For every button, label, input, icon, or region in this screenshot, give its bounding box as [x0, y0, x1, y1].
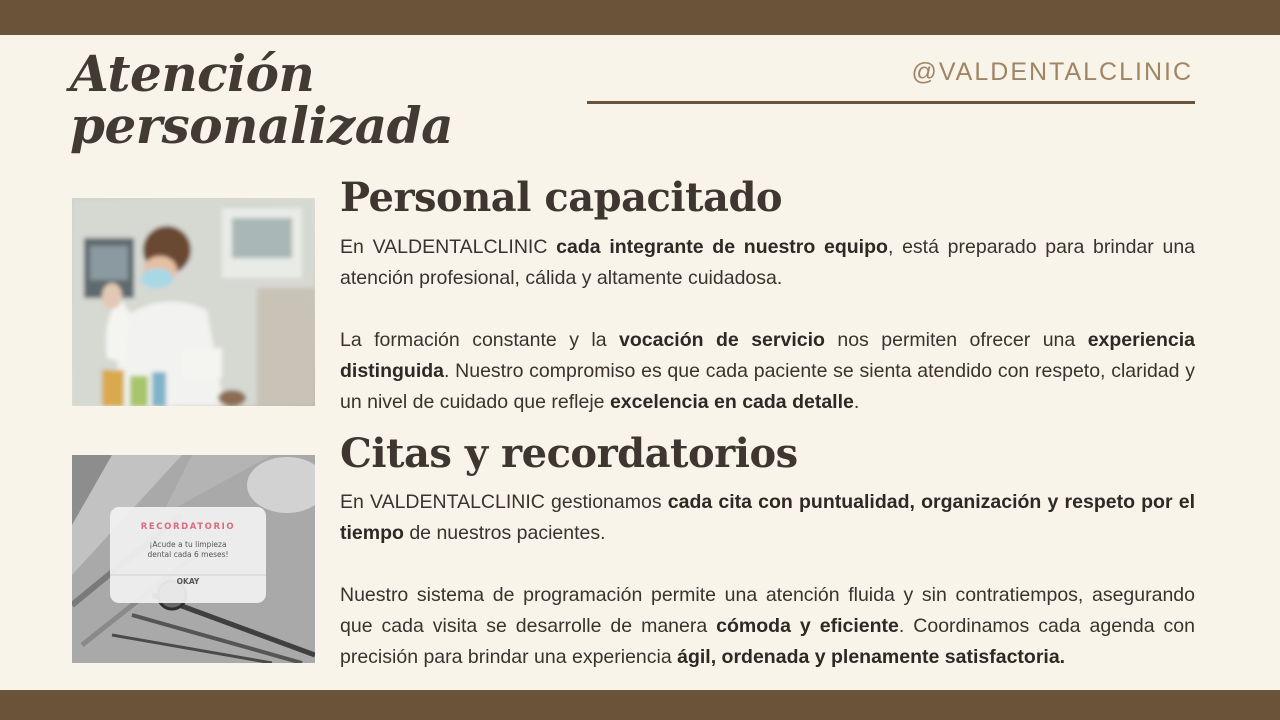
page-title: [70, 44, 550, 155]
body-text: . Coordinamos cada agenda con precisión para brindar una experiencia: [340, 615, 1195, 668]
emphasis-text: excelencia en cada detalle: [609, 391, 854, 413]
reminder-card: [110, 507, 266, 603]
bottom-band: [0, 690, 1280, 720]
header-divider: [587, 101, 1195, 104]
top-band: [0, 0, 1280, 35]
reminder-title: RECORDATORIO: [140, 522, 236, 532]
emphasis-text: cómoda y eficiente: [716, 615, 899, 637]
body-text: Nuestro sistema de programación permite una atención fluida y sin contratiempos, asegurando que cada visita se desarrolle de manera: [340, 584, 1195, 637]
body-text: .: [853, 391, 860, 413]
reminder-line-1: ¡Acude a tu limpieza: [149, 540, 227, 549]
paragraph-citas-1: [340, 487, 1195, 549]
paragraph-personal-2: [340, 325, 1195, 418]
paragraph-personal-1: [340, 232, 1195, 294]
dental-tools-photo: [72, 455, 315, 663]
reminder-okay-button: OKAY: [176, 577, 200, 586]
dentist-photo: [72, 198, 315, 406]
body-text: . Nuestro compromiso es que cada paciente se sienta atendido con respeto, claridad y un nivel de cuidado que refleje: [340, 360, 1195, 413]
clinic-handle: @VALDENTALCLINIC: [911, 58, 1193, 86]
paragraph-citas-2: [340, 580, 1195, 673]
body-text: En VALDENTALCLINIC: [340, 236, 557, 258]
section-heading-personal: Personal capacitado: [340, 174, 783, 221]
body-text: nos permiten ofrecer una: [824, 329, 1088, 351]
section-heading-citas: Citas y recordatorios: [340, 430, 798, 477]
emphasis-text: experiencia distinguida: [340, 329, 1196, 382]
dentist-illustration: [72, 198, 315, 406]
emphasis-text: cada cita con puntualidad, organización y respeto por el tiempo: [340, 491, 1195, 544]
reminder-line-2: dental cada 6 meses!: [147, 550, 229, 559]
emphasis-text: vocación de servicio: [619, 329, 825, 351]
body-text: En VALDENTALCLINIC gestionamos: [340, 491, 668, 513]
emphasis-text: ágil, ordenada y plenamente satisfactoria.: [677, 646, 1066, 668]
title-line-2: personalizada: [70, 96, 454, 155]
body-text: de nuestros pacientes.: [403, 522, 606, 544]
body-text: La formación constante y la: [340, 329, 620, 351]
body-text: , está preparado para brindar una atención profesional, cálida y altamente cuidadosa.: [340, 236, 1196, 289]
title-line-1: Atención: [70, 44, 315, 103]
emphasis-text: cada integrante de nuestro equipo: [556, 236, 888, 258]
